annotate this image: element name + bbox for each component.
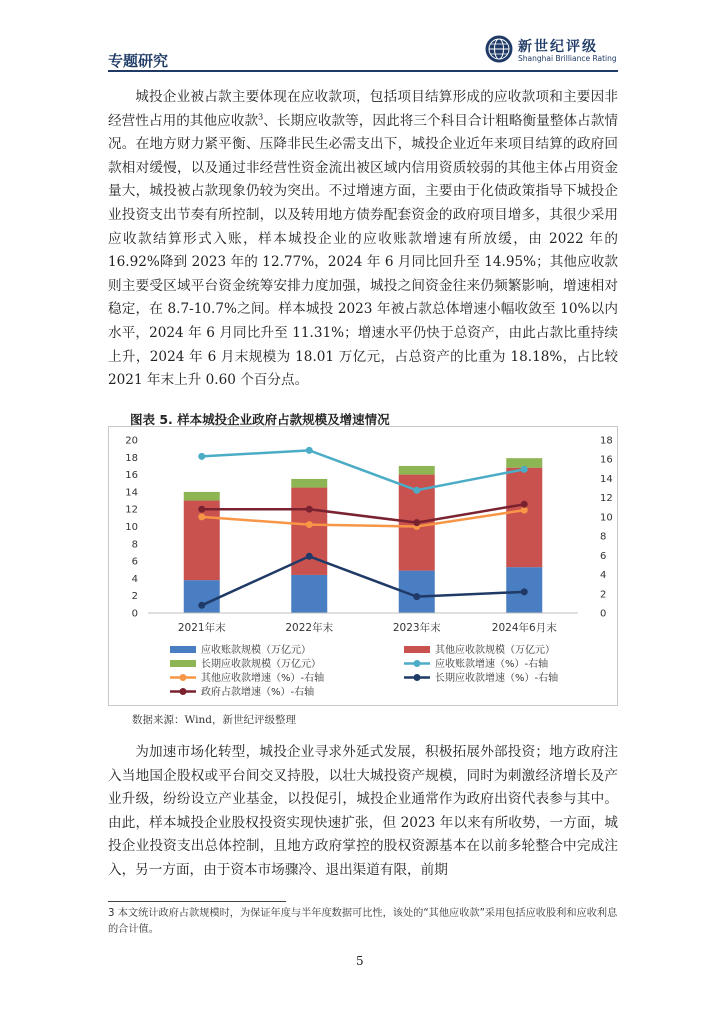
logo-chinese-name: 新世纪评级 (518, 39, 598, 55)
footnote-number: 3 (108, 908, 115, 919)
right-axis-tick-label: 12 (600, 493, 613, 505)
company-logo (484, 34, 624, 70)
left-axis-tick-label: 10 (125, 522, 138, 533)
right-axis-tick-label: 8 (600, 531, 607, 543)
figure-source: 数据来源：Wind，新世纪评级整理 (132, 714, 296, 726)
legend-label: 政府占款增速（%）-右轴 (201, 687, 315, 698)
right-axis-tick-label: 6 (600, 550, 607, 562)
right-axis-tick-label: 18 (600, 435, 613, 447)
footnote (108, 906, 618, 938)
paragraph-text: 为加速市场化转型，城投企业寻求外延式发展，积极拓展外部投资；地方政府注入当地国企股权或平台间交叉持股，以壮大城投资产规模，同时为刺激经济增长及产业升级，纷纷设立产业基金，以投促引，城投企业通常作为政府出资代表参与其中。由此，样本城投企业股权投资实现快速扩张，但 2023 年以来有所收势，一方面，城投企业投资支出总体控制，且地方政府掌控的股权资源基本在以前多轮整合中完成注入，另一方面，由于资本市场骤冷、退出渠道有限，前期 (108, 744, 618, 878)
legend-swatch-marker (414, 660, 421, 667)
left-axis-tick-label: 0 (131, 608, 138, 620)
page-number: 5 (356, 954, 364, 968)
series-point (413, 487, 420, 494)
section-title: 专题研究 (108, 52, 169, 70)
left-axis-tick-label: 14 (125, 487, 138, 499)
bar-segment (506, 468, 542, 567)
footnote-reference: 3 (258, 112, 264, 122)
bar-segment (291, 479, 327, 488)
series-point (413, 593, 420, 600)
series-point (198, 513, 205, 520)
series-point (198, 453, 205, 460)
series-point (198, 602, 205, 609)
paragraph-text: 、长期应收款等，因此将三个科目合计粗略衡量整体占款情况。在地方财力紧平衡、压降非民生必需支出下，城投企业近年来项目结算的政府回款相对缓慢，以及通过非经营性资金流出被区域内信用资质较弱的其他主体占用资金量大，城投被占款现象仍较为突出。不过增速方面，主要由于化债政策指导下城投企业投资支出节奏有所控制，以及转用地方债券配套资金的政府项目增多，其很少采用应收款结算形式入账，样本城投企业的应收账款增速有所放缓，由 2022 年的 16.92%降到 2023 年的 12.77%，2024 年 6 月同比回升至 14.95%；其他应收款则主要受区域平台资金统筹安排力度加强，城投之间资金往来仍频繁影响，增速相对稳定，在 8.7-10.7%之间。样本城投 2023 年被占款总体增速小幅收敛至 10%以内水平，2024 年 6 月同比升至 11.31%；增速水平仍快于总资产，由此占款比重持续上升，2024 年 6 月末规模为 18.01 万亿元，占总资产的比重为 18.18%，占比较 2021 年末上升 0.60 个百分点。 (108, 112, 619, 389)
right-axis-tick-label: 0 (600, 608, 607, 620)
left-axis-tick-label: 12 (125, 504, 138, 516)
legend-swatch (170, 660, 196, 667)
footnote-text: 本文统计政府占款规模时，为保证年度与半年度数据可比性，该处的“其他应收款”采用包括应收股利和应收利息的合计值。 (108, 908, 618, 935)
x-axis-category-label: 2022年末 (285, 622, 334, 634)
logo-globe-icon (484, 34, 514, 64)
bar-segment (291, 575, 327, 613)
right-axis-tick-label: 2 (600, 589, 607, 601)
legend-label: 其他应收款增速（%）-右轴 (201, 673, 325, 684)
legend-label: 应收账款规模（万亿元） (201, 645, 311, 656)
legend-swatch-marker (414, 674, 421, 681)
bar-segment (399, 466, 435, 475)
series-point (306, 553, 313, 560)
legend-swatch-marker (180, 688, 187, 695)
left-axis-tick-label: 2 (131, 591, 138, 603)
legend-swatch (170, 646, 196, 653)
header-divider (108, 70, 618, 72)
logo-english-name: Shanghai Brilliance Rating (518, 54, 617, 63)
left-axis-tick-label: 4 (131, 573, 138, 585)
series-point (198, 506, 205, 513)
legend-label: 应收账款增速（%）-右轴 (435, 659, 549, 670)
series-point (306, 521, 313, 528)
right-axis-tick-label: 16 (600, 454, 613, 466)
left-axis-tick-label: 18 (125, 452, 138, 464)
left-axis-tick-label: 20 (125, 435, 138, 447)
left-axis-tick-label: 16 (125, 470, 138, 482)
series-point (306, 506, 313, 513)
left-axis-tick-label: 6 (131, 556, 138, 568)
series-point (521, 466, 528, 473)
series-point (306, 447, 313, 454)
paragraph-text: 城投企业被占款主要体现在应收款项，包括项目结算形成的应收款项和主要因非经营性占用的其他应收款 (108, 89, 618, 129)
right-axis-tick-label: 10 (600, 512, 613, 524)
legend-label: 长期应收款增速（%）-右轴 (435, 673, 559, 684)
bar-segment (184, 492, 220, 501)
right-axis-tick-label: 14 (600, 473, 613, 485)
body-paragraph-1 (108, 86, 618, 393)
figure-caption: 图表 5. 样本城投企业政府占款规模及增速情况 (130, 412, 390, 427)
legend-label: 其他应收款规模（万亿元） (435, 645, 555, 656)
x-axis-category-label: 2023年末 (392, 622, 441, 634)
series-point (521, 588, 528, 595)
left-axis-tick-label: 8 (131, 539, 138, 551)
chart (108, 426, 618, 706)
x-axis-category-label: 2024年6月末 (491, 622, 557, 634)
series-point (521, 501, 528, 508)
body-paragraph-2 (108, 741, 618, 883)
legend-swatch (404, 646, 430, 653)
footnote-divider (108, 901, 286, 902)
right-axis-tick-label: 4 (600, 570, 607, 582)
legend-swatch-marker (180, 674, 187, 681)
legend-label: 长期应收款规模（万亿元） (201, 659, 321, 670)
series-point (413, 519, 420, 526)
x-axis-category-label: 2021年末 (177, 622, 226, 634)
